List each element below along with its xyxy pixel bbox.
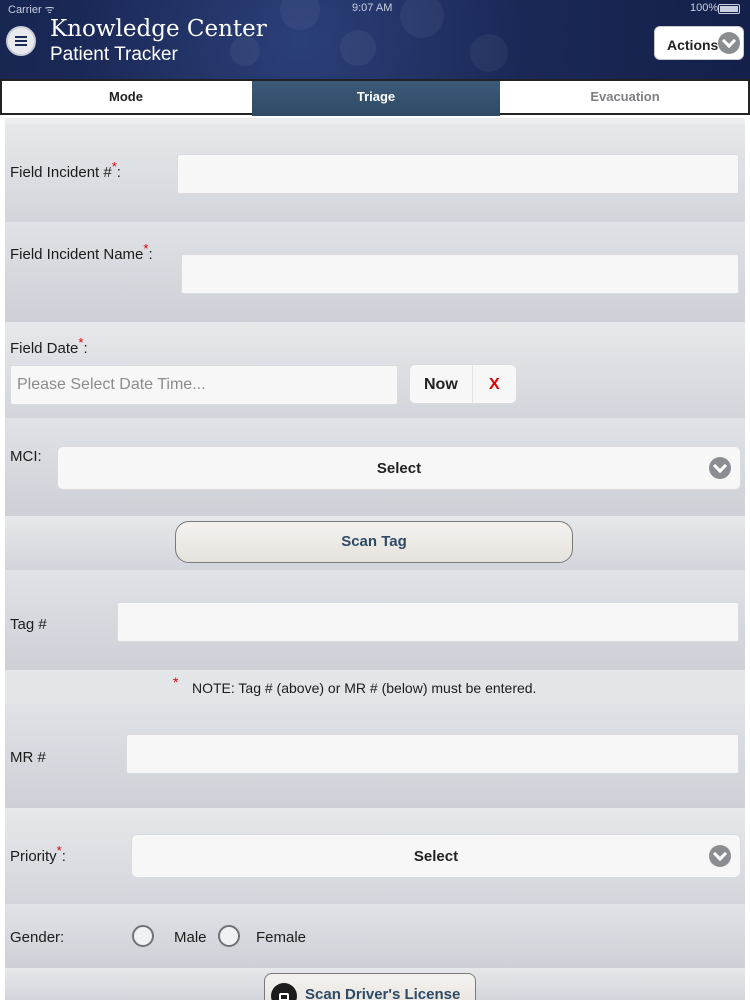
tab-triage[interactable]: Triage [252,81,500,116]
priority-selected-value: Select [413,848,459,865]
status-bar [0,2,750,16]
tag-mr-note: NOTE: Tag # (above) or MR # (below) must be entered. [192,680,537,696]
scan-tag-button[interactable]: Scan Tag [175,521,573,563]
gender-male-label[interactable]: Male [174,929,207,946]
scan-drivers-license-button[interactable] [264,973,476,1000]
mr-number-row [5,704,745,808]
note-row [5,670,745,704]
mci-select[interactable] [57,446,741,490]
field-incident-number-label-text: Field Incident # [10,164,112,181]
battery-icon [718,4,740,14]
required-mark: * [56,843,62,858]
priority-label-text: Priority [10,848,57,865]
actions-button[interactable] [654,26,744,60]
field-incident-name-row [5,222,745,322]
field-date-label-text: Field Date [10,340,79,357]
required-mark: * [173,674,179,690]
field-incident-number-label [10,159,121,181]
battery-percent: 100% [690,2,719,14]
required-mark: * [78,335,84,350]
mci-row [5,418,745,516]
gender-female-label[interactable]: Female [256,929,307,946]
scan-tag-row [5,516,745,570]
carrier-text: Carrier ᯤ [8,4,55,16]
app-title: Knowledge Center [50,16,267,42]
page-title: Patient Tracker [50,44,178,65]
field-incident-name-label [10,241,153,263]
priority-label [10,843,66,865]
chevron-down-icon [718,32,740,54]
priority-select[interactable] [131,834,741,878]
triage-form [5,118,745,1000]
status-time: 9:07 AM [352,2,393,14]
mci-selected-value: Select [376,460,422,477]
tag-number-input[interactable] [117,602,739,642]
app-header [0,0,750,80]
scan-license-row [5,968,745,1000]
tab-mode[interactable]: Mode [2,81,250,113]
header-pattern-dot [340,30,376,66]
tab-evacuation[interactable]: Evacuation [502,81,748,113]
priority-row [5,808,745,904]
gender-male-radio[interactable] [132,925,154,947]
field-incident-number-row [5,124,745,222]
mr-number-label: MR # [10,749,46,766]
actions-label: Actions [667,37,719,53]
field-incident-number-input[interactable] [177,154,739,194]
menu-icon[interactable] [6,26,36,56]
tag-number-label: Tag # [10,616,47,633]
field-incident-name-input[interactable] [181,254,739,294]
gender-female-radio[interactable] [218,925,240,947]
tab-bar [0,79,750,115]
gender-row [5,904,745,968]
date-button-group [409,364,517,404]
field-date-input[interactable] [10,365,398,405]
chevron-down-icon [709,457,731,479]
chevron-down-icon [709,845,731,867]
label-colon: : [83,340,88,357]
scan-license-label: Scan Driver's License [305,986,461,1000]
camera-icon-body [279,993,289,1000]
tag-number-row [5,570,745,670]
label-colon: : [61,848,66,865]
field-incident-name-label-text: Field Incident Name [10,246,144,263]
camera-icon [271,983,297,1000]
clear-date-button[interactable]: X [489,376,500,393]
required-mark: * [143,241,149,256]
label-colon: : [148,246,153,263]
gender-label: Gender: [10,929,65,946]
header-pattern-dot [470,34,508,72]
required-mark: * [111,159,117,174]
field-date-row [5,322,745,418]
field-date-label [10,335,88,357]
mr-number-input[interactable] [126,734,739,774]
divider [472,365,473,403]
now-button[interactable]: Now [424,376,458,393]
label-colon: : [116,164,121,181]
mci-label: MCI: [10,448,42,465]
